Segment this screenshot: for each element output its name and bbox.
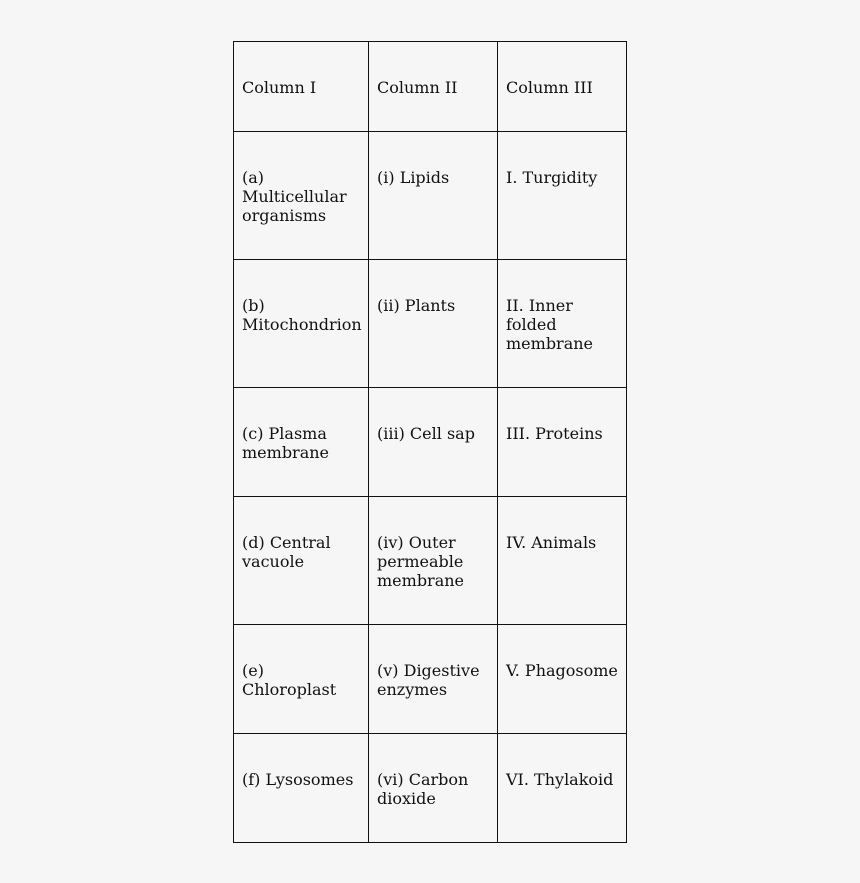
table-cell: (e) Chloroplast [234,625,369,734]
table-cell: (i) Lipids [369,132,498,260]
table-cell: (f) Lysosomes [234,734,369,843]
table-row [234,625,627,734]
table-cell: (d) Central vacuole [234,497,369,625]
table-header-row [234,42,627,132]
table-cell: (v) Digestive enzymes [369,625,498,734]
table-cell: VI. Thylakoid [498,734,627,843]
table-row [234,260,627,388]
table-cell: (c) Plasma membrane [234,388,369,497]
table-cell: (iv) Outer permeable membrane [369,497,498,625]
table-cell: (a) Multicellular organisms [234,132,369,260]
table-row [234,734,627,843]
table-row [234,388,627,497]
table-cell: I. Turgidity [498,132,627,260]
table-cell: (vi) Carbon dioxide [369,734,498,843]
column-header: Column I [234,42,369,132]
table-cell: (iii) Cell sap [369,388,498,497]
column-header: Column III [498,42,627,132]
column-header: Column II [369,42,498,132]
match-the-columns-table [233,41,627,843]
table-cell: (b) Mitochondrion [234,260,369,388]
table-cell: III. Proteins [498,388,627,497]
table-cell: IV. Animals [498,497,627,625]
table-row [234,132,627,260]
table-cell: V. Phagosome [498,625,627,734]
table-cell: II. Inner folded membrane [498,260,627,388]
table-row [234,497,627,625]
table-cell: (ii) Plants [369,260,498,388]
